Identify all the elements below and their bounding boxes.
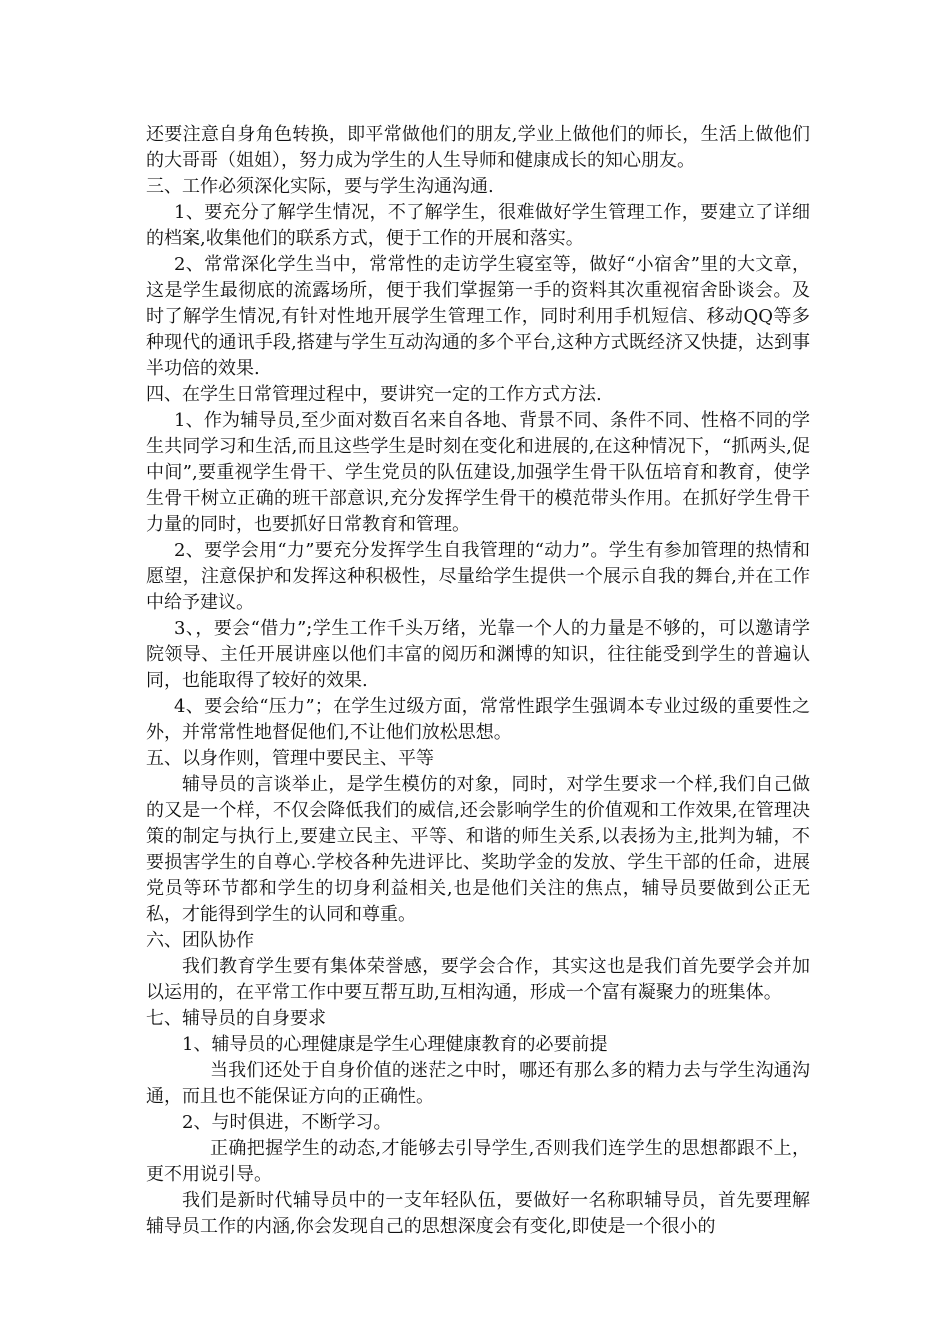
paragraph-5: 辅导员的言谈举止，是学生模仿的对象，同时，对学生要求一个样,我们自己做的又是一个样，不仅会降低我们的威信,还会影响学生的价值观和工作效果,在管理决策的制定与执行上,要建立民主、平等、和谐的师生关系,以表扬为主,批判为辅，不要损害学生的自尊心.学校各种先进评比、奖助学金的发放、学生干部的任命，进展党员等环节都和学生的切身利益相关,也是他们关注的焦点，辅导员要做到公正无私，才能得到学生的认同和尊重。 [146, 774, 810, 925]
subheading-7-2: 2、与时俱进，不断学习。 [182, 1112, 392, 1133]
section-heading-5: 五、以身作则，管理中要民主、平等 [146, 748, 434, 769]
section-heading-4: 四、在学生日常管理过程中，要讲究一定的工作方式方法. [146, 384, 602, 405]
section-heading-3: 三、工作必须深化实际，要与学生沟通沟通. [146, 176, 494, 197]
paragraph-1: 还要注意自身角色转换，即平常做他们的朋友,学业上做他们的师长，生活上做他们的大哥哥（姐姐），努力成为学生的人生导师和健康成长的知心朋友。 [146, 124, 810, 171]
paragraph-4-4: 4、要会给“压力”；在学生过级方面，常常性跟学生强调本专业过级的重要性之外，并常常性地督促他们,不让他们放松思想。 [146, 696, 810, 743]
paragraph-3-2: 2、常常深化学生当中，常常性的走访学生寝室等，做好“小宿舍”里的大文章，这是学生最彻底的流露场所，便于我们掌握第一手的资料其次重视宿舍卧谈会。及时了解学生情况,有针对性地开展学生管理工作，同时利用手机短信、移动QQ等多种现代的通讯手段,搭建与学生互动沟通的多个平台,这种方式既经济又快捷，达到事半功倍的效果. [146, 254, 810, 379]
paragraph-4-1: 1、作为辅导员,至少面对数百名来自各地、背景不同、条件不同、性格不同的学生共同学习和生活,而且这些学生是时刻在变化和进展的,在这种情况下，“抓两头,促中间”,要重视学生骨干、学生党员的队伍建设,加强学生骨干队伍培育和教育，使学生骨干树立正确的班干部意识,充分发挥学生骨干的模范带头作用。在抓好学生骨干力量的同时，也要抓好日常教育和管理。 [146, 410, 810, 535]
subheading-7-1: 1、辅导员的心理健康是学生心理健康教育的必要前提 [182, 1034, 608, 1055]
section-heading-7: 七、辅导员的自身要求 [146, 1008, 326, 1029]
paragraph-6: 我们教育学生要有集体荣誉感，要学会合作，其实这也是我们首先要学会并加以运用的，在平常工作中要互帮互助,互相沟通，形成一个富有凝聚力的班集体。 [146, 956, 810, 1003]
section-heading-6: 六、团队协作 [146, 930, 254, 951]
paragraph-closing: 我们是新时代辅导员中的一支年轻队伍，要做好一名称职辅导员，首先要理解辅导员工作的内涵,你会发现自己的思想深度会有变化,即使是一个很小的 [146, 1190, 810, 1237]
paragraph-7-1: 当我们还处于自身价值的迷茫之中时，哪还有那么多的精力去与学生沟通沟通，而且也不能保证方向的正确性。 [146, 1060, 810, 1107]
paragraph-3-1: 1、要充分了解学生情况，不了解学生，很难做好学生管理工作，要建立了详细的档案,收集他们的联系方式，便于工作的开展和落实。 [146, 202, 810, 249]
paragraph-7-2: 正确把握学生的动态,才能够去引导学生,否则我们连学生的思想都跟不上，更不用说引导。 [146, 1138, 810, 1185]
paragraph-4-2: 2、要学会用“力”要充分发挥学生自我管理的“动力”。学生有参加管理的热情和愿望，注意保护和发挥这种积极性，尽量给学生提供一个展示自我的舞台,并在工作中给予建议。 [146, 540, 810, 613]
document-body [146, 122, 810, 1240]
paragraph-4-3: 3、，要会“借力”;学生工作千头万绪，光靠一个人的力量是不够的，可以邀请学院领导、主任开展讲座以他们丰富的阅历和渊博的知识，往往能受到学生的普遍认同，也能取得了较好的效果. [146, 618, 810, 691]
